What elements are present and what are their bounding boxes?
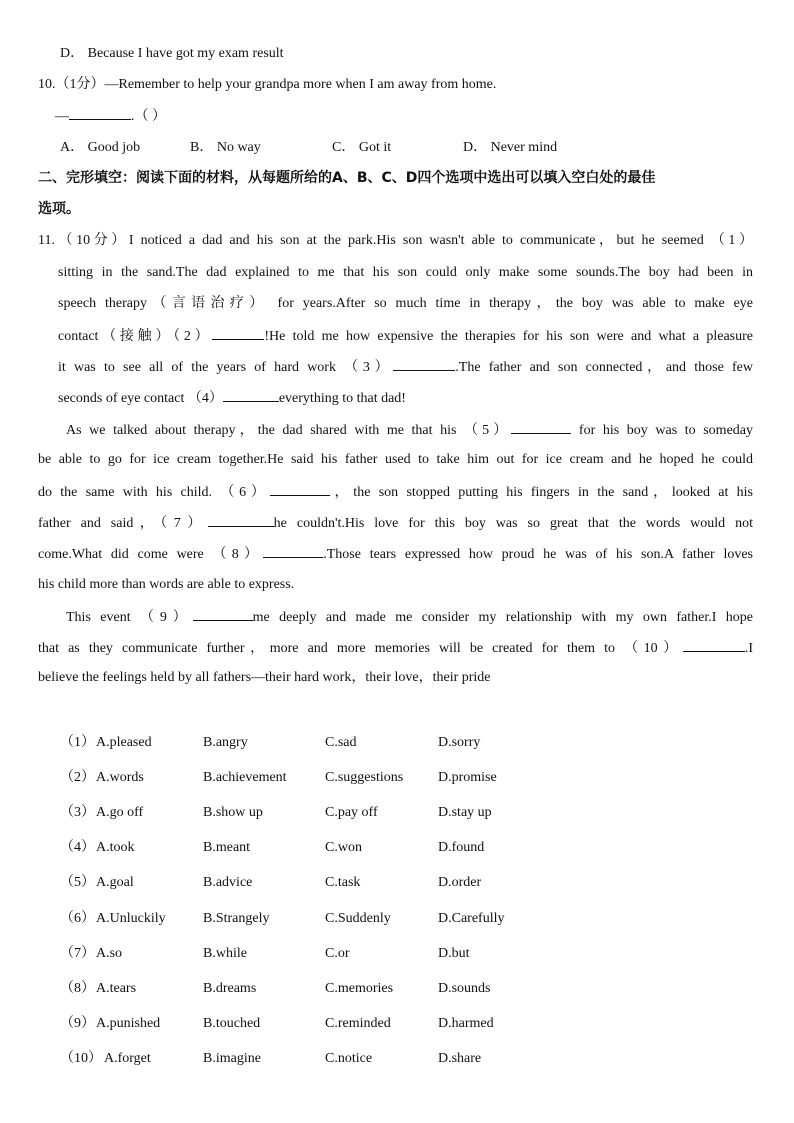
passage-line: father and said，（7） he couldn't.His love for this boy was so great that the words would not [38,512,753,534]
answer-blank[interactable] [683,637,745,652]
passage-line: sitting in the sand.The dad explained to me that his son could only make some sounds.The boy had been in [58,265,753,280]
q10-option-c[interactable]: C． Got it [332,140,392,155]
choice-option-a[interactable]: A.so [96,946,123,961]
passage-line: that as they communicate further，more and more memories will be created for them to （10） .I [38,637,753,659]
q10-reply-suffix: .（ ） [131,109,166,124]
choice-option-b[interactable]: B.imagine [203,1051,261,1066]
passage-line: As we talked about therapy，the dad shared with me that his （5） for his boy was to someday [66,419,753,441]
choice-option-d[interactable]: D.found [438,840,485,855]
answer-blank[interactable] [263,543,323,558]
choice-number: （6） [60,911,95,926]
section-title-cont: 选项。 [38,201,80,217]
choice-option-c[interactable]: C.memories [325,981,394,996]
passage-line: This event （9） me deeply and made me consider my relationship with my own father.I hope [66,606,753,628]
choice-number: （3） [60,805,95,820]
answer-blank[interactable] [393,356,455,371]
choice-option-d[interactable]: D.but [438,946,470,961]
choice-option-b[interactable]: B.advice [203,875,253,890]
passage-line: seconds of eye contact （4） everything to that dad! [58,387,406,409]
choice-option-a[interactable]: A.go off [96,805,144,820]
choice-option-a[interactable]: A.words [96,770,144,785]
passage-line: do the same with his child. （6） ，the son stopped putting his fingers in the sand，looked at his [38,481,753,503]
passage-line: believe the feelings held by all fathers—their hard work，their love，their pride [38,670,491,685]
passage-line: speech therapy（言语治疗） for years.After so much time in therapy，the boy was able to make eye [58,296,753,311]
answer-blank[interactable] [270,481,330,496]
choice-option-c[interactable]: C.pay off [325,805,378,820]
choice-option-a[interactable]: A.tears [96,981,137,996]
choice-number: （2） [60,770,95,785]
choice-option-b[interactable]: B.touched [203,1016,261,1031]
answer-blank[interactable] [208,512,274,527]
choice-number: （4） [60,840,95,855]
choice-option-b[interactable]: B.Strangely [203,911,270,926]
choice-option-b[interactable]: B.while [203,946,247,961]
passage-line: it was to see all of the years of hard work （3） .The father and son connected，and those few [58,356,753,378]
passage-line: be able to go for ice cream together.He said his father used to take him out for ice cream and he hoped he could [38,452,753,467]
choice-option-d[interactable]: D.harmed [438,1016,494,1031]
choice-option-c[interactable]: C.reminded [325,1016,391,1031]
choice-option-b[interactable]: B.meant [203,840,251,855]
choice-number: （1） [60,735,95,750]
q10-option-b[interactable]: B． No way [190,140,261,155]
choice-number: （7） [60,946,95,961]
choice-option-d[interactable]: D.sounds [438,981,491,996]
choice-option-c[interactable]: C.task [325,875,361,890]
answer-blank[interactable] [511,419,571,434]
q10-reply-prefix: — [55,109,69,124]
choice-option-c[interactable]: C.sad [325,735,357,750]
choice-option-a[interactable]: A.Unluckily [96,911,166,926]
choice-option-b[interactable]: B.dreams [203,981,257,996]
choice-option-a[interactable]: A.goal [96,875,134,890]
passage-line: contact（接触）（2） !He told me how expensive the therapies for his son were and what a pleasure [58,325,753,347]
choice-option-d[interactable]: D.order [438,875,482,890]
q10-stem: 10.（1分）—Remember to help your grandpa more when I am away from home. [38,77,497,92]
choice-number: （8） [60,981,95,996]
passage-line: come.What did come were （8） .Those tears expressed how proud he was of his son.A father loves [38,543,753,565]
q10-reply [55,105,166,127]
answer-blank[interactable] [193,606,253,621]
choice-option-c[interactable]: C.Suddenly [325,911,391,926]
q10-option-a[interactable]: A． Good job [60,140,141,155]
choice-option-b[interactable]: B.achievement [203,770,287,785]
choice-option-d[interactable]: D.sorry [438,735,481,750]
passage-line: 11.（10分）I noticed a dad and his son at the park.His son wasn't able to communicate，but he seemed （1） [38,233,753,248]
choice-option-d[interactable]: D.Carefully [438,911,505,926]
choice-option-c[interactable]: C.notice [325,1051,373,1066]
choice-option-a[interactable]: A.pleased [96,735,152,750]
choice-option-a[interactable]: A.punished [96,1016,161,1031]
passage-line: his child more than words are able to express. [38,577,295,592]
answer-blank[interactable] [69,105,131,120]
choice-option-c[interactable]: C.suggestions [325,770,404,785]
choice-option-d[interactable]: D.stay up [438,805,492,820]
choice-option-a[interactable]: A.took [96,840,135,855]
choice-option-c[interactable]: C.won [325,840,362,855]
choice-option-b[interactable]: B.show up [203,805,263,820]
choice-option-d[interactable]: D.promise [438,770,497,785]
choice-number: （5） [60,875,95,890]
section-title: 二、完形填空：阅读下面的材料，从每题所给的A、B、C、D四个选项中选出可以填入空白处的最佳 [38,170,656,186]
choice-option-a[interactable]: A.forget [104,1051,151,1066]
choice-option-d[interactable]: D.share [438,1051,482,1066]
q9-option-d: D． Because I have got my exam result [60,46,284,61]
answer-blank[interactable] [212,325,264,340]
q10-option-d[interactable]: D． Never mind [463,140,558,155]
choice-option-b[interactable]: B.angry [203,735,248,750]
answer-blank[interactable] [223,387,279,402]
choice-number: （9） [60,1016,95,1031]
choice-number: （10） [60,1051,102,1066]
choice-option-c[interactable]: C.or [325,946,350,961]
